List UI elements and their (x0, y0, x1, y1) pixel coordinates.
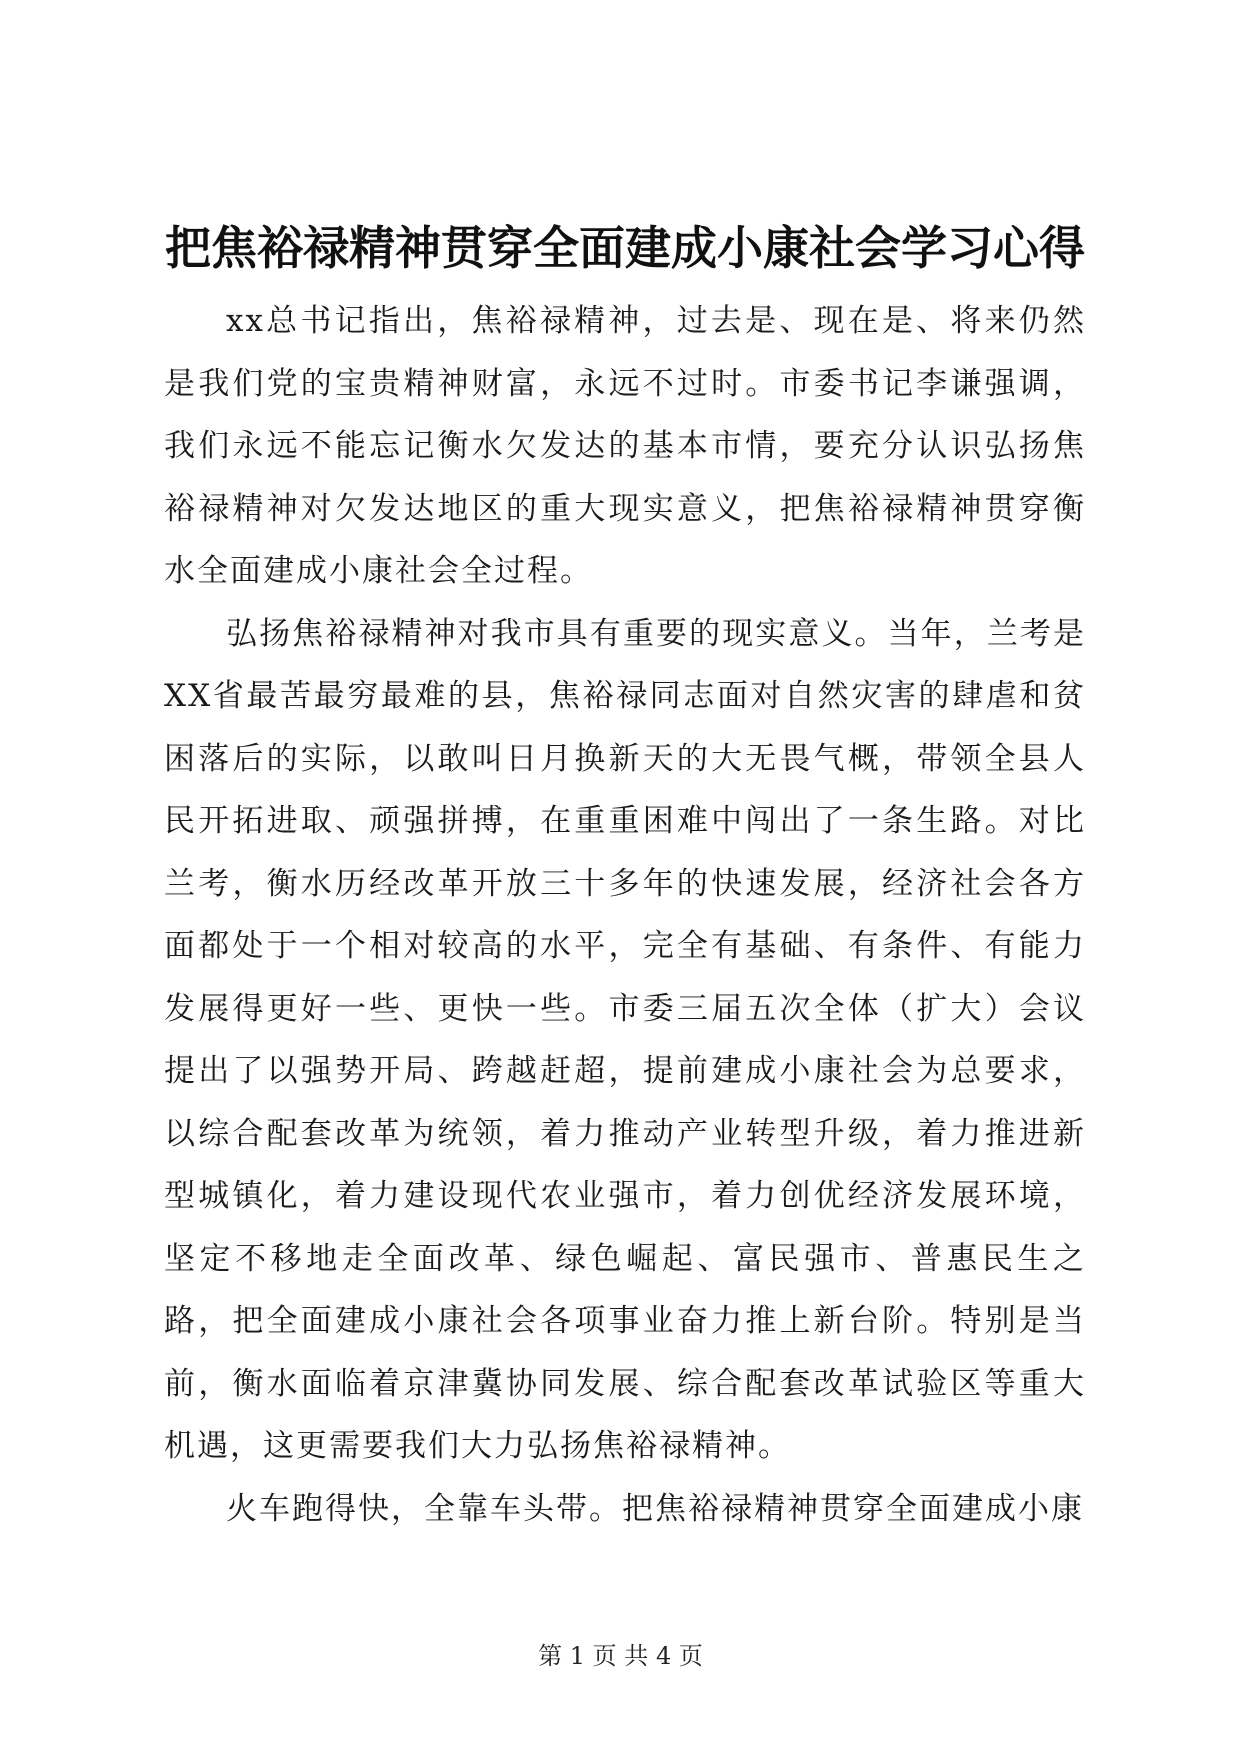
page-footer: 第 1 页 共 4 页 (538, 1642, 703, 1670)
paragraph-3: 火车跑得快，全靠车头带。把焦裕禄精神贯穿全面建成小康 (226, 1490, 1084, 1527)
paragraph-1: xx总书记指出，焦裕禄精神，过去是、现在是、将来仍然是我们党的宝贵精神财富，永远不过时。市委书记李谦强调，我们永远不能忘记衡水欠发达的基本市情，要充分认识弘扬焦裕禄精神对欠发达地区的重大现实意义，把焦裕禄精神贯穿衡水全面建成小康社会全过程。 (164, 303, 1086, 589)
document-body (164, 290, 1086, 1540)
page-title: 把焦裕禄精神贯穿全面建成小康社会学习心得 (165, 221, 1085, 275)
paragraph-2: 弘扬焦裕禄精神对我市具有重要的现实意义。当年，兰考是XX省最苦最穷最难的县，焦裕禄同志面对自然灾害的肆虐和贫困落后的实际，以敢叫日月换新天的大无畏气概，带领全县人民开拓进取、顽强拼搏，在重重困难中闯出了一条生路。对比兰考，衡水历经改革开放三十多年的快速发展，经济社会各方面都处于一个相对较高的水平，完全有基础、有条件、有能力发展得更好一些、更快一些。市委三届五次全体（扩大）会议提出了以强势开局、跨越赶超，提前建成小康社会为总要求，以综合配套改革为统领，着力推动产业转型升级，着力推进新型城镇化，着力建设现代农业强市，着力创优经济发展环境，坚定不移地走全面改革、绿色崛起、富民强市、普惠民生之路，把全面建成小康社会各项事业奋力推上新台阶。特别是当前，衡水面临着京津冀协同发展、综合配套改革试验区等重大机遇，这更需要我们大力弘扬焦裕禄精神。 (164, 615, 1086, 1464)
